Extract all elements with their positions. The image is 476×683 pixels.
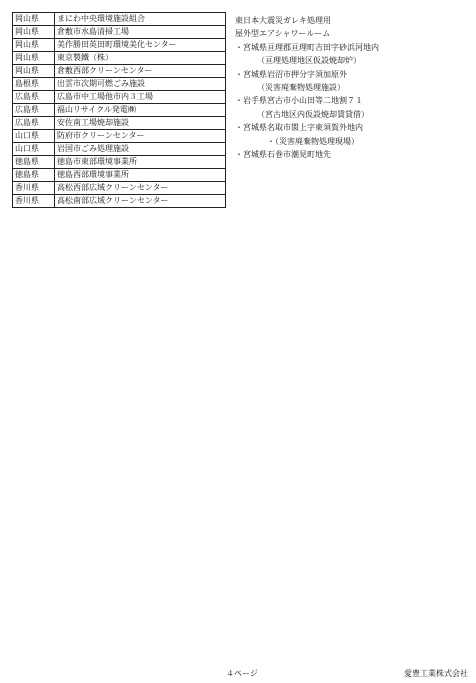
prefecture-cell: 徳島県 — [13, 169, 55, 182]
note-line: ・宮城県石巻市潮見町地先 — [235, 149, 331, 159]
table-row — [13, 52, 226, 65]
facility-cell: 広島市中工場他市内３工場 — [55, 91, 226, 104]
facility-cell: 徳島市東部環境事業所 — [55, 156, 226, 169]
facility-cell: 高松西部広域クリーンセンター — [55, 182, 226, 195]
note-line: ・（災害廃棄物処理現場） — [267, 136, 359, 146]
company-name: 愛豊工業株式会社 — [404, 669, 468, 678]
prefecture-cell: 岡山県 — [13, 13, 55, 26]
note-line: ・宮城県亘理郡亘理町吉田字砂浜河地内 — [235, 42, 379, 52]
disaster-notes — [235, 14, 470, 161]
page-number: ４ページ — [226, 669, 258, 678]
facility-cell: 美作勝田英田町環境美化センター — [55, 39, 226, 52]
facility-cell: まにわ中央環境施設組合 — [55, 13, 226, 26]
facility-cell: 倉敷市水島清掃工場 — [55, 26, 226, 39]
table-row — [13, 130, 226, 143]
prefecture-cell: 広島県 — [13, 117, 55, 130]
facility-cell: 防府市クリーンセンター — [55, 130, 226, 143]
table-row — [13, 26, 226, 39]
note-line: （亘理処理地区仮設焼却炉） — [257, 56, 361, 66]
note-line: （災害廃棄物処理施設） — [257, 82, 345, 92]
facility-cell: 東京製鐵（株） — [55, 52, 226, 65]
note-line: ・宮城県岩沼市押分字須加原外 — [235, 69, 347, 79]
table-row — [13, 143, 226, 156]
table-row — [13, 169, 226, 182]
note-line: ・宮城県名取市閖上字東須賀外地内 — [235, 123, 363, 133]
facility-cell: 岩国市ごみ処理施設 — [55, 143, 226, 156]
prefecture-cell: 岡山県 — [13, 52, 55, 65]
prefecture-cell: 香川県 — [13, 182, 55, 195]
table-row — [13, 39, 226, 52]
note-line: （宮古地区内仮設焼却賃貸借） — [257, 109, 369, 119]
prefecture-cell: 広島県 — [13, 104, 55, 117]
prefecture-cell: 徳島県 — [13, 156, 55, 169]
facility-cell: 出雲市次期可燃ごみ施設 — [55, 78, 226, 91]
prefecture-cell: 岡山県 — [13, 26, 55, 39]
facility-cell: 福山リサイクル発電㈱ — [55, 104, 226, 117]
facility-cell: 高松南部広域クリーンセンター — [55, 195, 226, 208]
facility-cell: 安佐南工場焼却施設 — [55, 117, 226, 130]
table-row — [13, 78, 226, 91]
prefecture-cell: 山口県 — [13, 143, 55, 156]
prefecture-cell: 広島県 — [13, 91, 55, 104]
table-row — [13, 91, 226, 104]
prefecture-cell: 島根県 — [13, 78, 55, 91]
table-row — [13, 117, 226, 130]
table-row — [13, 104, 226, 117]
client-table — [12, 12, 226, 208]
prefecture-cell: 山口県 — [13, 130, 55, 143]
prefecture-cell: 香川県 — [13, 195, 55, 208]
table-row — [13, 182, 226, 195]
table-row — [13, 13, 226, 26]
facility-cell: 徳島西部環境事業所 — [55, 169, 226, 182]
note-line: ・岩手県宮古市小山田等二地割７１ — [235, 96, 363, 106]
prefecture-cell: 岡山県 — [13, 39, 55, 52]
notes-heading-1: 東日本大震災ガレキ処理用 — [235, 16, 331, 25]
table-row — [13, 65, 226, 78]
facility-cell: 倉敷西部クリーンセンター — [55, 65, 226, 78]
table-row — [13, 195, 226, 208]
client-table-body — [13, 13, 226, 208]
table-row — [13, 156, 226, 169]
notes-heading-2: 屋外型エアシャワールーム — [235, 29, 331, 39]
prefecture-cell: 岡山県 — [13, 65, 55, 78]
